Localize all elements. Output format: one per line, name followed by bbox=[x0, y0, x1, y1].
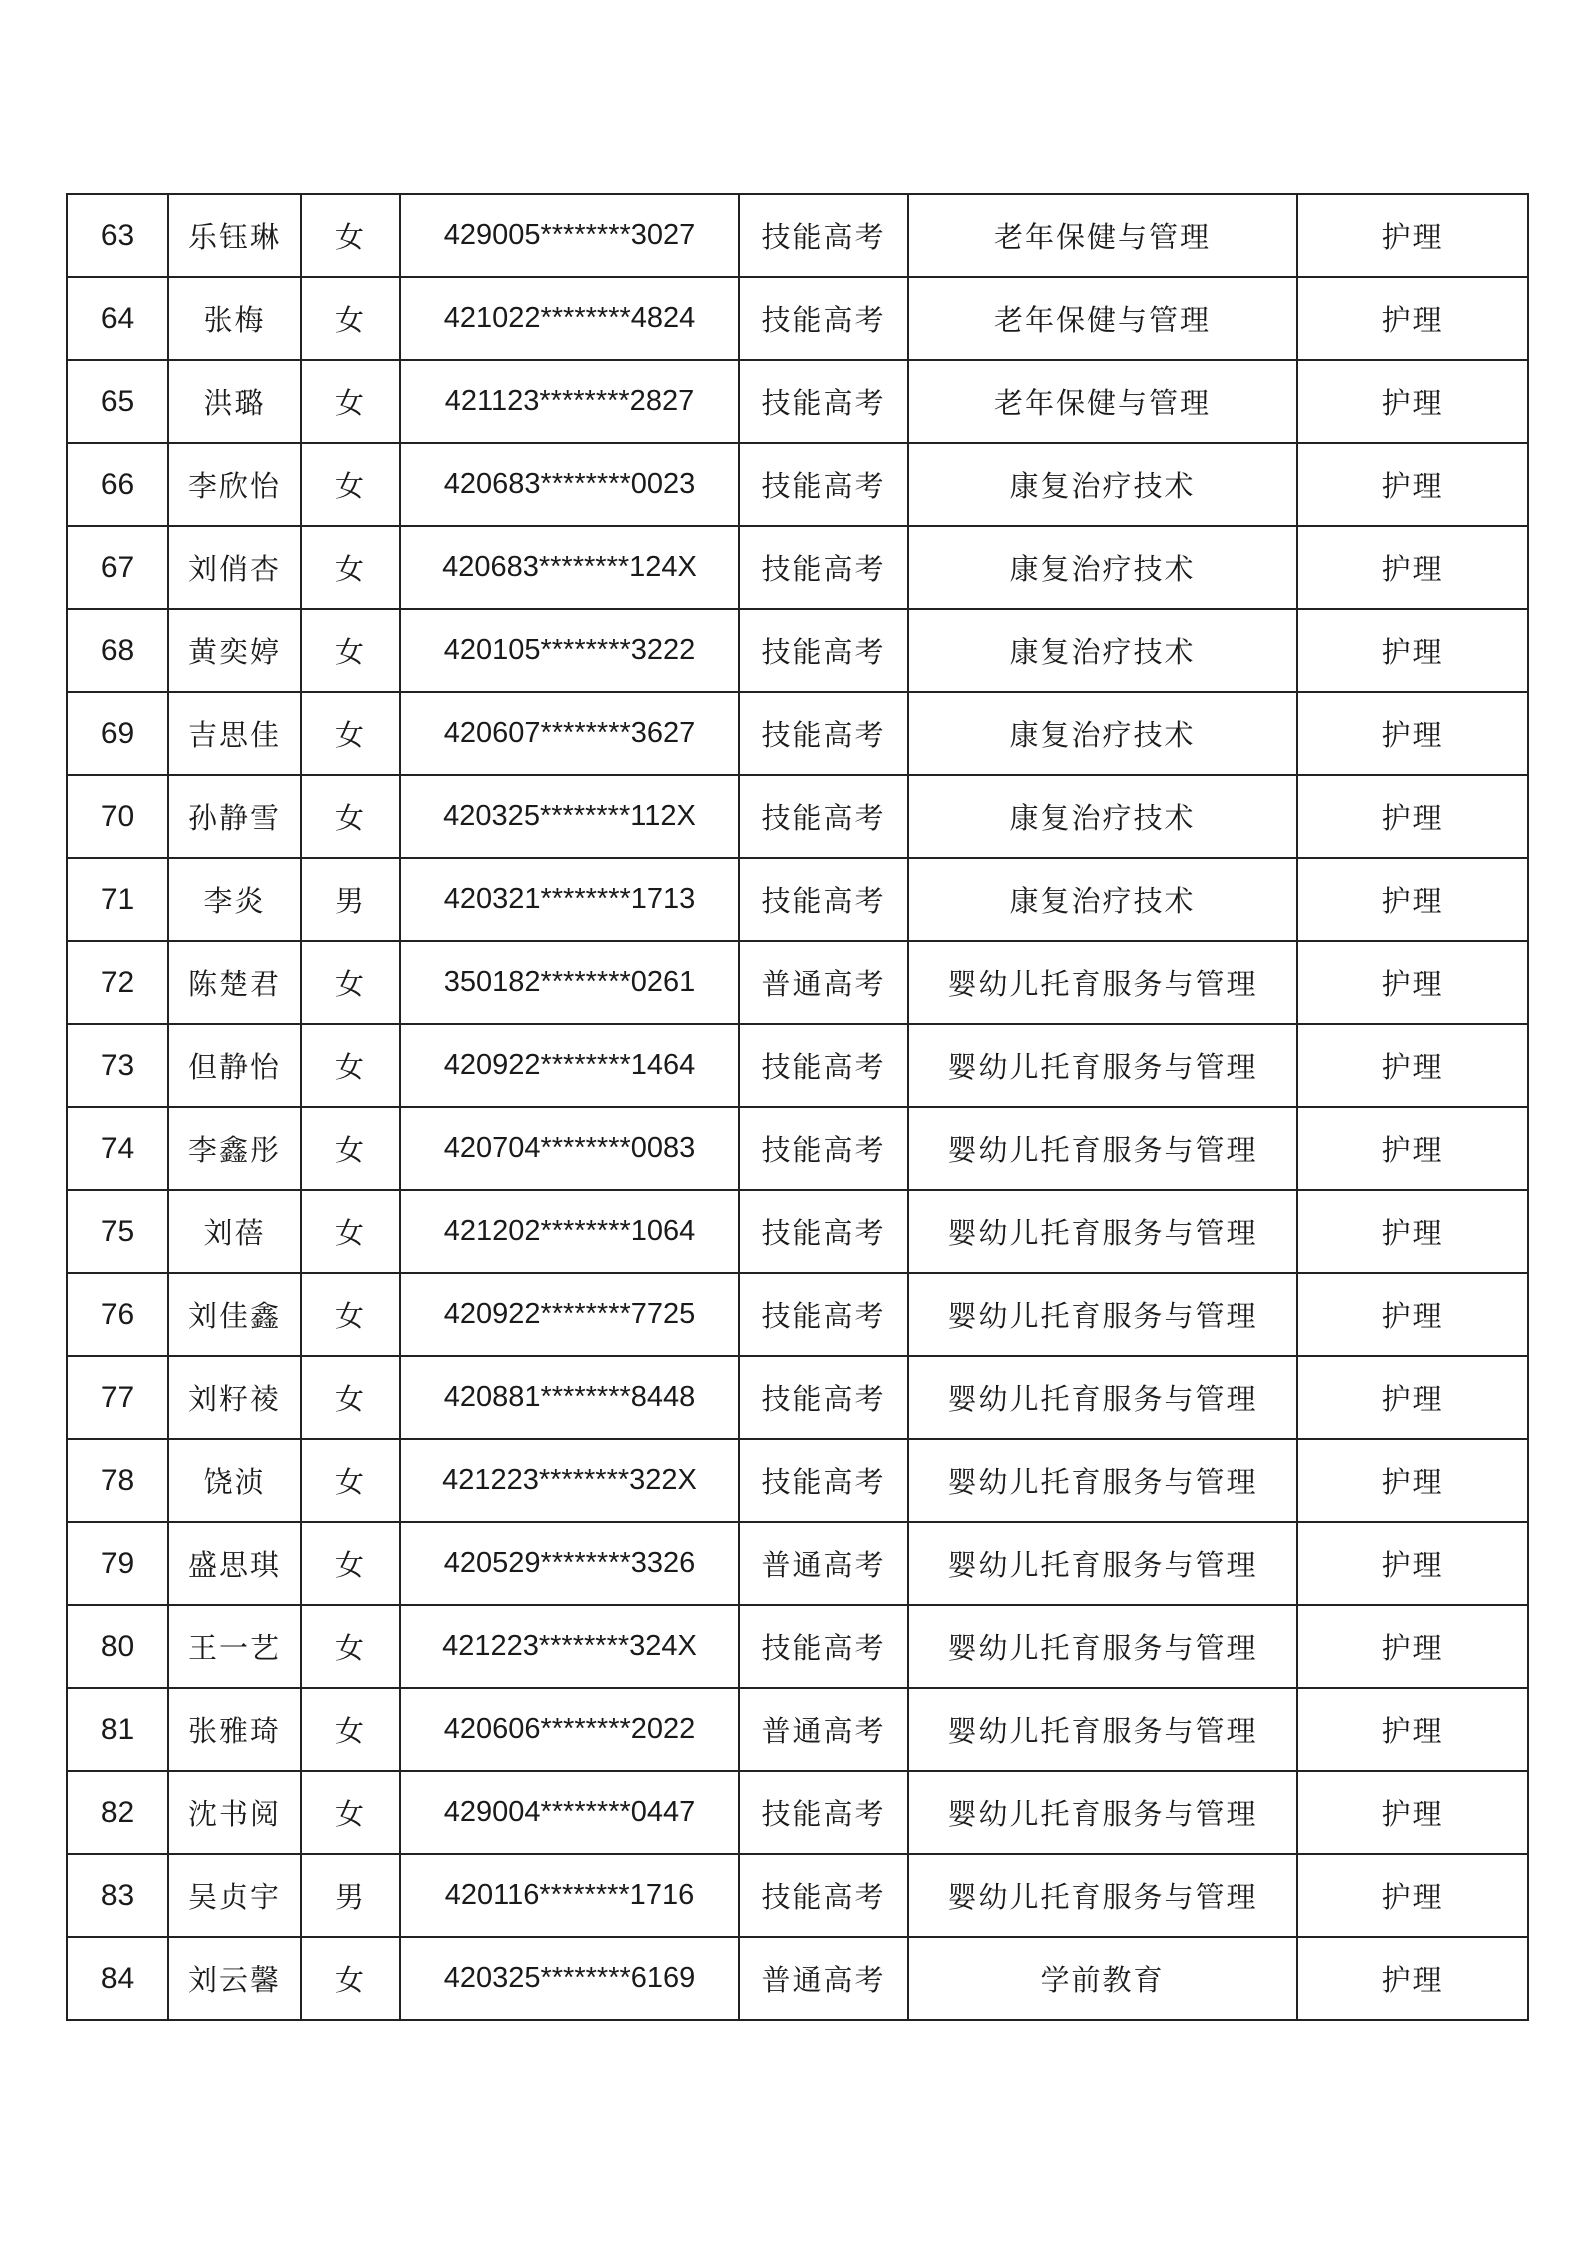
row-number-cell: 64 bbox=[67, 277, 168, 360]
id-number-cell: 420881********8448 bbox=[400, 1356, 739, 1439]
table-row bbox=[67, 1273, 1528, 1356]
major-cell: 康复治疗技术 bbox=[908, 692, 1297, 775]
table-row bbox=[67, 1605, 1528, 1688]
row-number-cell: 82 bbox=[67, 1771, 168, 1854]
roster-body bbox=[67, 194, 1528, 2020]
exam-type-cell: 技能高考 bbox=[739, 609, 908, 692]
table-row bbox=[67, 1356, 1528, 1439]
exam-type-cell: 普通高考 bbox=[739, 941, 908, 1024]
student-gender-cell: 女 bbox=[301, 692, 400, 775]
category-cell: 护理 bbox=[1297, 1273, 1528, 1356]
major-cell: 婴幼儿托育服务与管理 bbox=[908, 1024, 1297, 1107]
category-cell: 护理 bbox=[1297, 692, 1528, 775]
major-cell: 婴幼儿托育服务与管理 bbox=[908, 1190, 1297, 1273]
student-gender-cell: 女 bbox=[301, 277, 400, 360]
table-row bbox=[67, 1688, 1528, 1771]
table-row bbox=[67, 609, 1528, 692]
roster-sheet bbox=[66, 193, 1527, 2021]
row-number-cell: 75 bbox=[67, 1190, 168, 1273]
id-number-cell: 350182********0261 bbox=[400, 941, 739, 1024]
table-row bbox=[67, 692, 1528, 775]
id-number-cell: 420325********112X bbox=[400, 775, 739, 858]
category-cell: 护理 bbox=[1297, 277, 1528, 360]
id-number-cell: 420683********124X bbox=[400, 526, 739, 609]
category-cell: 护理 bbox=[1297, 1190, 1528, 1273]
exam-type-cell: 技能高考 bbox=[739, 1439, 908, 1522]
student-gender-cell: 女 bbox=[301, 1273, 400, 1356]
category-cell: 护理 bbox=[1297, 1771, 1528, 1854]
id-number-cell: 420105********3222 bbox=[400, 609, 739, 692]
category-cell: 护理 bbox=[1297, 194, 1528, 277]
major-cell: 康复治疗技术 bbox=[908, 858, 1297, 941]
category-cell: 护理 bbox=[1297, 1688, 1528, 1771]
row-number-cell: 67 bbox=[67, 526, 168, 609]
major-cell: 老年保健与管理 bbox=[908, 277, 1297, 360]
student-name-cell: 刘籽祾 bbox=[168, 1356, 301, 1439]
exam-type-cell: 普通高考 bbox=[739, 1688, 908, 1771]
row-number-cell: 63 bbox=[67, 194, 168, 277]
row-number-cell: 84 bbox=[67, 1937, 168, 2020]
major-cell: 婴幼儿托育服务与管理 bbox=[908, 1107, 1297, 1190]
student-name-cell: 李鑫彤 bbox=[168, 1107, 301, 1190]
table-row bbox=[67, 1107, 1528, 1190]
student-gender-cell: 女 bbox=[301, 443, 400, 526]
row-number-cell: 77 bbox=[67, 1356, 168, 1439]
id-number-cell: 420325********6169 bbox=[400, 1937, 739, 2020]
category-cell: 护理 bbox=[1297, 1854, 1528, 1937]
major-cell: 婴幼儿托育服务与管理 bbox=[908, 1273, 1297, 1356]
student-name-cell: 黄奕婷 bbox=[168, 609, 301, 692]
exam-type-cell: 普通高考 bbox=[739, 1937, 908, 2020]
major-cell: 婴幼儿托育服务与管理 bbox=[908, 1854, 1297, 1937]
exam-type-cell: 技能高考 bbox=[739, 775, 908, 858]
exam-type-cell: 技能高考 bbox=[739, 1024, 908, 1107]
category-cell: 护理 bbox=[1297, 1356, 1528, 1439]
exam-type-cell: 技能高考 bbox=[739, 1273, 908, 1356]
student-name-cell: 张雅琦 bbox=[168, 1688, 301, 1771]
row-number-cell: 71 bbox=[67, 858, 168, 941]
table-row bbox=[67, 941, 1528, 1024]
student-name-cell: 刘蓓 bbox=[168, 1190, 301, 1273]
student-gender-cell: 女 bbox=[301, 1356, 400, 1439]
student-gender-cell: 女 bbox=[301, 1605, 400, 1688]
student-gender-cell: 女 bbox=[301, 941, 400, 1024]
row-number-cell: 78 bbox=[67, 1439, 168, 1522]
row-number-cell: 73 bbox=[67, 1024, 168, 1107]
student-name-cell: 但静怡 bbox=[168, 1024, 301, 1107]
student-gender-cell: 女 bbox=[301, 1771, 400, 1854]
category-cell: 护理 bbox=[1297, 609, 1528, 692]
id-number-cell: 420321********1713 bbox=[400, 858, 739, 941]
table-row bbox=[67, 1439, 1528, 1522]
exam-type-cell: 技能高考 bbox=[739, 1107, 908, 1190]
id-number-cell: 421223********324X bbox=[400, 1605, 739, 1688]
table-row bbox=[67, 277, 1528, 360]
major-cell: 婴幼儿托育服务与管理 bbox=[908, 1605, 1297, 1688]
student-name-cell: 刘俏杏 bbox=[168, 526, 301, 609]
table-row bbox=[67, 1024, 1528, 1107]
row-number-cell: 65 bbox=[67, 360, 168, 443]
id-number-cell: 429005********3027 bbox=[400, 194, 739, 277]
major-cell: 康复治疗技术 bbox=[908, 526, 1297, 609]
exam-type-cell: 技能高考 bbox=[739, 1854, 908, 1937]
row-number-cell: 72 bbox=[67, 941, 168, 1024]
id-number-cell: 420922********7725 bbox=[400, 1273, 739, 1356]
category-cell: 护理 bbox=[1297, 443, 1528, 526]
table-row bbox=[67, 858, 1528, 941]
exam-type-cell: 普通高考 bbox=[739, 1522, 908, 1605]
table-row bbox=[67, 1522, 1528, 1605]
major-cell: 康复治疗技术 bbox=[908, 775, 1297, 858]
student-name-cell: 刘云馨 bbox=[168, 1937, 301, 2020]
table-row bbox=[67, 1771, 1528, 1854]
exam-type-cell: 技能高考 bbox=[739, 277, 908, 360]
category-cell: 护理 bbox=[1297, 775, 1528, 858]
student-gender-cell: 女 bbox=[301, 360, 400, 443]
category-cell: 护理 bbox=[1297, 526, 1528, 609]
category-cell: 护理 bbox=[1297, 1107, 1528, 1190]
major-cell: 婴幼儿托育服务与管理 bbox=[908, 941, 1297, 1024]
major-cell: 老年保健与管理 bbox=[908, 194, 1297, 277]
student-roster-table bbox=[66, 193, 1529, 2021]
student-gender-cell: 女 bbox=[301, 1190, 400, 1273]
student-gender-cell: 女 bbox=[301, 1439, 400, 1522]
student-name-cell: 吉思佳 bbox=[168, 692, 301, 775]
student-name-cell: 盛思琪 bbox=[168, 1522, 301, 1605]
table-row bbox=[67, 194, 1528, 277]
category-cell: 护理 bbox=[1297, 1024, 1528, 1107]
student-gender-cell: 女 bbox=[301, 526, 400, 609]
major-cell: 学前教育 bbox=[908, 1937, 1297, 2020]
id-number-cell: 421022********4824 bbox=[400, 277, 739, 360]
id-number-cell: 420529********3326 bbox=[400, 1522, 739, 1605]
student-gender-cell: 女 bbox=[301, 1024, 400, 1107]
row-number-cell: 66 bbox=[67, 443, 168, 526]
id-number-cell: 429004********0447 bbox=[400, 1771, 739, 1854]
exam-type-cell: 技能高考 bbox=[739, 1356, 908, 1439]
student-gender-cell: 女 bbox=[301, 1522, 400, 1605]
major-cell: 婴幼儿托育服务与管理 bbox=[908, 1688, 1297, 1771]
id-number-cell: 421123********2827 bbox=[400, 360, 739, 443]
major-cell: 婴幼儿托育服务与管理 bbox=[908, 1771, 1297, 1854]
student-name-cell: 洪璐 bbox=[168, 360, 301, 443]
major-cell: 康复治疗技术 bbox=[908, 443, 1297, 526]
exam-type-cell: 技能高考 bbox=[739, 1771, 908, 1854]
exam-type-cell: 技能高考 bbox=[739, 194, 908, 277]
student-gender-cell: 女 bbox=[301, 1107, 400, 1190]
row-number-cell: 83 bbox=[67, 1854, 168, 1937]
exam-type-cell: 技能高考 bbox=[739, 360, 908, 443]
id-number-cell: 420683********0023 bbox=[400, 443, 739, 526]
major-cell: 康复治疗技术 bbox=[908, 609, 1297, 692]
exam-type-cell: 技能高考 bbox=[739, 526, 908, 609]
exam-type-cell: 技能高考 bbox=[739, 443, 908, 526]
row-number-cell: 74 bbox=[67, 1107, 168, 1190]
student-gender-cell: 男 bbox=[301, 858, 400, 941]
major-cell: 婴幼儿托育服务与管理 bbox=[908, 1439, 1297, 1522]
student-name-cell: 李欣怡 bbox=[168, 443, 301, 526]
id-number-cell: 420607********3627 bbox=[400, 692, 739, 775]
category-cell: 护理 bbox=[1297, 1522, 1528, 1605]
student-name-cell: 饶浈 bbox=[168, 1439, 301, 1522]
category-cell: 护理 bbox=[1297, 1937, 1528, 2020]
student-name-cell: 陈楚君 bbox=[168, 941, 301, 1024]
student-gender-cell: 女 bbox=[301, 609, 400, 692]
row-number-cell: 80 bbox=[67, 1605, 168, 1688]
category-cell: 护理 bbox=[1297, 941, 1528, 1024]
table-row bbox=[67, 443, 1528, 526]
student-name-cell: 李炎 bbox=[168, 858, 301, 941]
major-cell: 婴幼儿托育服务与管理 bbox=[908, 1522, 1297, 1605]
id-number-cell: 420922********1464 bbox=[400, 1024, 739, 1107]
student-name-cell: 吴贞宇 bbox=[168, 1854, 301, 1937]
student-name-cell: 张梅 bbox=[168, 277, 301, 360]
exam-type-cell: 技能高考 bbox=[739, 1190, 908, 1273]
exam-type-cell: 技能高考 bbox=[739, 1605, 908, 1688]
row-number-cell: 81 bbox=[67, 1688, 168, 1771]
table-row bbox=[67, 1854, 1528, 1937]
category-cell: 护理 bbox=[1297, 1605, 1528, 1688]
major-cell: 婴幼儿托育服务与管理 bbox=[908, 1356, 1297, 1439]
category-cell: 护理 bbox=[1297, 858, 1528, 941]
student-gender-cell: 女 bbox=[301, 194, 400, 277]
exam-type-cell: 技能高考 bbox=[739, 858, 908, 941]
student-gender-cell: 女 bbox=[301, 1688, 400, 1771]
exam-type-cell: 技能高考 bbox=[739, 692, 908, 775]
category-cell: 护理 bbox=[1297, 360, 1528, 443]
table-row bbox=[67, 1937, 1528, 2020]
student-name-cell: 沈书阅 bbox=[168, 1771, 301, 1854]
id-number-cell: 420704********0083 bbox=[400, 1107, 739, 1190]
id-number-cell: 420606********2022 bbox=[400, 1688, 739, 1771]
table-row bbox=[67, 360, 1528, 443]
row-number-cell: 68 bbox=[67, 609, 168, 692]
table-row bbox=[67, 1190, 1528, 1273]
major-cell: 老年保健与管理 bbox=[908, 360, 1297, 443]
student-name-cell: 乐钰琳 bbox=[168, 194, 301, 277]
row-number-cell: 69 bbox=[67, 692, 168, 775]
row-number-cell: 79 bbox=[67, 1522, 168, 1605]
id-number-cell: 421223********322X bbox=[400, 1439, 739, 1522]
table-row bbox=[67, 526, 1528, 609]
student-gender-cell: 女 bbox=[301, 775, 400, 858]
student-name-cell: 王一艺 bbox=[168, 1605, 301, 1688]
row-number-cell: 70 bbox=[67, 775, 168, 858]
row-number-cell: 76 bbox=[67, 1273, 168, 1356]
student-name-cell: 刘佳鑫 bbox=[168, 1273, 301, 1356]
student-gender-cell: 男 bbox=[301, 1854, 400, 1937]
category-cell: 护理 bbox=[1297, 1439, 1528, 1522]
student-name-cell: 孙静雪 bbox=[168, 775, 301, 858]
table-row bbox=[67, 775, 1528, 858]
id-number-cell: 421202********1064 bbox=[400, 1190, 739, 1273]
id-number-cell: 420116********1716 bbox=[400, 1854, 739, 1937]
student-gender-cell: 女 bbox=[301, 1937, 400, 2020]
